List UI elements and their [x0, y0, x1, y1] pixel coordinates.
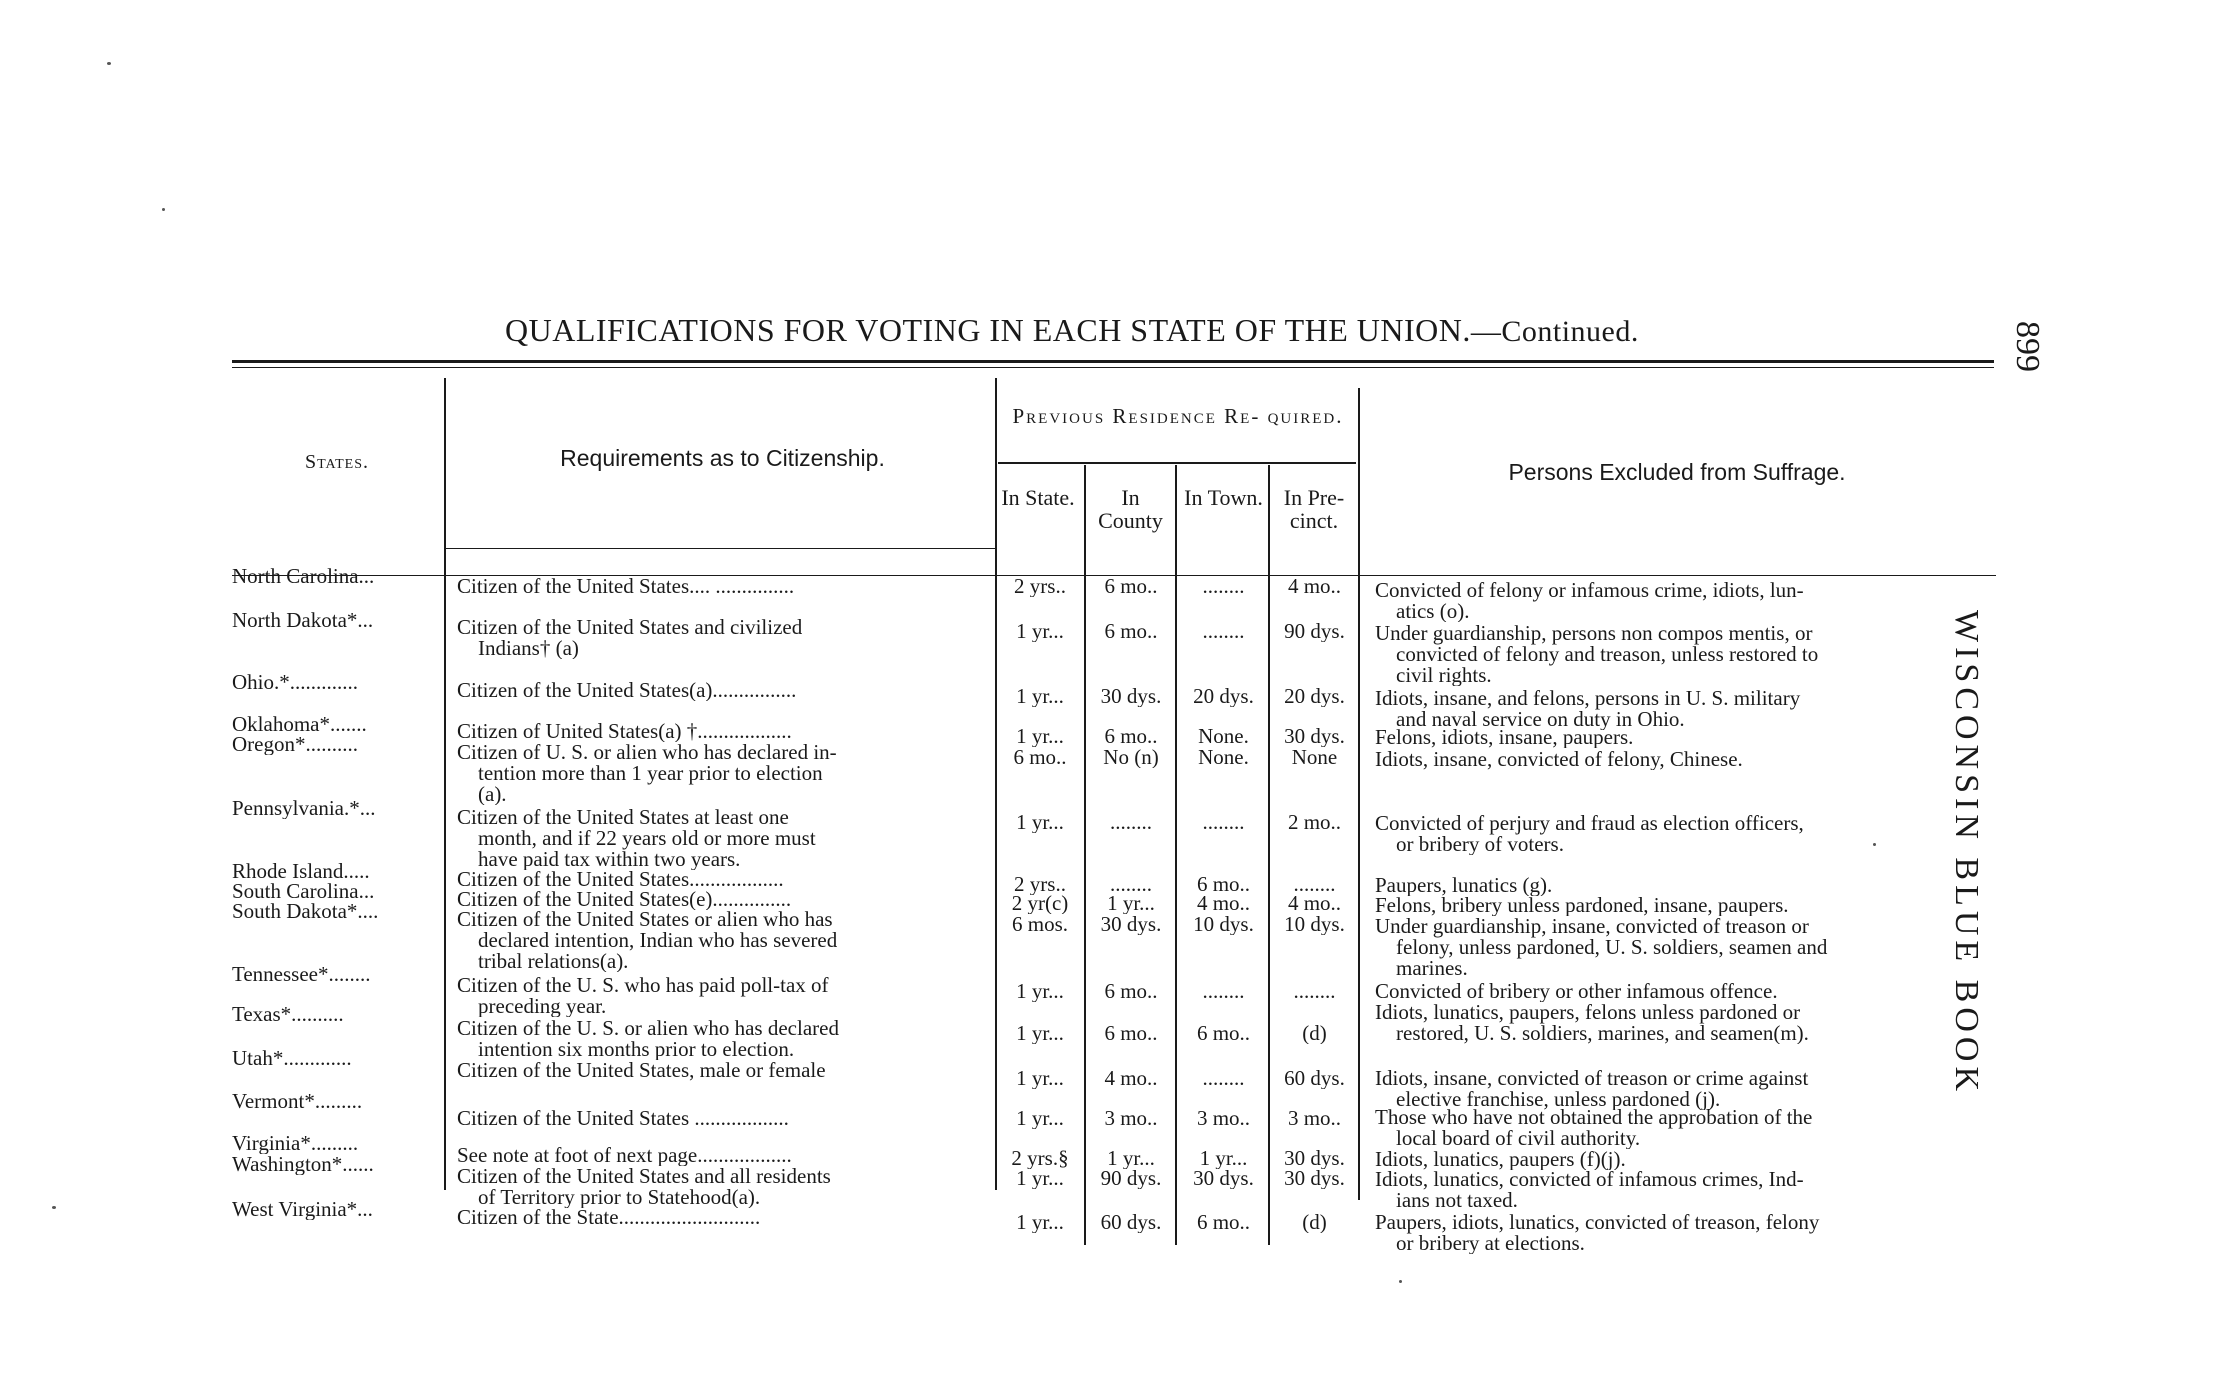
page-number: 899	[2009, 321, 2046, 372]
residence-in-state: 2 yrs.§	[1011, 1148, 1069, 1169]
header-residence-group: Previous Residence Re- quired.	[1012, 404, 1344, 428]
residence-in-precinct: 30 dys.	[1284, 1148, 1345, 1169]
state-name: Ohio.*.............	[232, 672, 358, 693]
col-divider	[1358, 388, 1360, 1200]
residence-in-precinct: 4 mo..	[1287, 576, 1342, 597]
residence-in-precinct: ........	[1293, 981, 1336, 1002]
residence-in-county: 90 dys.	[1100, 1168, 1162, 1189]
scan-speck	[1399, 1280, 1402, 1283]
persons-excluded: Idiots, insane, convicted of felony, Chinese.	[1375, 749, 1743, 770]
residence-in-town: None.	[1198, 747, 1249, 768]
residence-in-precinct: 30 dys.	[1284, 726, 1345, 747]
residence-in-state: 1 yr...	[1016, 686, 1064, 707]
residence-in-county: 6 mo..	[1104, 576, 1158, 597]
citizenship-requirement: Citizen of the United States and all residents of Territory prior to Statehood(a).	[457, 1166, 831, 1208]
residence-in-county: 4 mo..	[1104, 1068, 1158, 1089]
citizenship-requirement: Citizen of the United States(e)...............	[457, 889, 792, 910]
residence-in-county: 6 mo..	[1104, 621, 1158, 642]
residence-in-county: 6 mo..	[1104, 1023, 1158, 1044]
header-states: States.	[304, 451, 369, 473]
residence-in-town: 30 dys.	[1193, 1168, 1254, 1189]
state-name: South Carolina...	[232, 881, 375, 902]
residence-in-state: 1 yr...	[1016, 1023, 1064, 1044]
header-in-state: In State.	[1001, 485, 1075, 510]
citizenship-requirement: Citizen of the United States.... ...............	[457, 576, 795, 597]
residence-in-county: No (n)	[1103, 747, 1159, 768]
running-head: WISCONSIN BLUE BOOK	[1948, 610, 1985, 1096]
state-name: South Dakota*....	[232, 901, 379, 922]
citizenship-requirement: See note at foot of next page..................	[457, 1145, 792, 1166]
residence-in-town: 10 dys.	[1193, 914, 1254, 935]
header-in-county: In County	[1098, 485, 1163, 533]
state-name: Utah*.............	[232, 1048, 352, 1069]
header-in-town: In Town.	[1184, 485, 1263, 510]
residence-in-state: 1 yr...	[1016, 981, 1064, 1002]
residence-in-state: 1 yr...	[1016, 1168, 1064, 1189]
residence-in-precinct: 90 dys.	[1284, 621, 1345, 642]
header-bottom-rule	[446, 548, 995, 549]
persons-excluded: Idiots, lunatics, paupers, felons unless pardoned or restored, U. S. soldiers, marines, and seamen(m).	[1375, 1002, 1809, 1044]
col-divider	[995, 378, 997, 1190]
persons-excluded: Under guardianship, persons non compos mentis, or convicted of felony and treason, unless restored to civil rights.	[1375, 623, 1819, 686]
residence-in-precinct: 3 mo..	[1287, 1108, 1342, 1129]
citizenship-requirement: Citizen of the United States and civilized Indians† (a)	[457, 617, 803, 659]
residence-in-county: 6 mo..	[1104, 981, 1158, 1002]
residence-in-county: 1 yr...	[1107, 893, 1155, 914]
residence-in-state: 6 mo..	[1013, 747, 1067, 768]
title-rule-thick	[232, 360, 1994, 363]
persons-excluded: Convicted of perjury and fraud as election officers, or bribery of voters.	[1375, 813, 1804, 855]
state-name: Pennsylvania.*...	[232, 798, 376, 819]
residence-in-town: 4 mo..	[1196, 893, 1251, 914]
persons-excluded: Idiots, insane, convicted of treason or crime against elective franchise, unless pardoned (j).	[1375, 1068, 1809, 1110]
residence-in-precinct: (d)	[1302, 1023, 1327, 1044]
header-citizenship: Requirements as to Citizenship.	[560, 445, 885, 471]
residence-in-precinct: (d)	[1302, 1212, 1327, 1233]
residence-in-state: 6 mos.	[1011, 914, 1068, 935]
residence-in-precinct: 2 mo..	[1287, 812, 1342, 833]
state-name: Rhode Island.....	[232, 861, 370, 882]
page-title: QUALIFICATIONS FOR VOTING IN EACH STATE OF THE UNION.—Continued.	[505, 312, 1639, 348]
persons-excluded: Idiots, insane, and felons, persons in U. S. military and naval service on duty in Ohio.	[1375, 688, 1801, 730]
residence-in-county: 60 dys.	[1100, 1212, 1162, 1233]
residence-in-precinct: 4 mo..	[1287, 893, 1342, 914]
title-rule-thin	[232, 367, 1994, 368]
persons-excluded: Those who have not obtained the approbation of the local board of civil authority.	[1375, 1107, 1813, 1149]
residence-in-town: 6 mo..	[1196, 1023, 1251, 1044]
persons-excluded: Idiots, lunatics, paupers (f)(j).	[1375, 1149, 1626, 1170]
persons-excluded: Felons, bribery unless pardoned, insane, paupers.	[1375, 895, 1789, 916]
residence-in-state: 2 yr(c)	[1011, 893, 1069, 914]
state-name: Oklahoma*.......	[232, 714, 367, 735]
persons-excluded: Convicted of bribery or other infamous offence.	[1375, 981, 1778, 1002]
residence-in-town: None.	[1198, 726, 1249, 747]
residence-in-precinct: 30 dys.	[1284, 1168, 1345, 1189]
residence-in-town: ........	[1202, 981, 1245, 1002]
state-name: Washington*......	[232, 1154, 374, 1175]
citizenship-requirement: Citizen of the United States at least one month, and if 22 years old or more must have paid tax within two years.	[457, 807, 816, 870]
residence-in-state: 2 yrs..	[1014, 576, 1066, 597]
residence-in-state: 1 yr...	[1016, 726, 1064, 747]
state-name: North Dakota*...	[232, 610, 374, 631]
scan-speck	[52, 1206, 56, 1209]
citizenship-requirement: Citizen of United States(a) †..................	[457, 721, 792, 742]
residence-in-town: 6 mo..	[1196, 874, 1251, 895]
citizenship-requirement: Citizen of the United States or alien who has declared intention, Indian who has severed tribal relations(a).	[457, 909, 838, 972]
scan-speck	[162, 208, 165, 211]
residence-in-town: ........	[1202, 621, 1245, 642]
residence-in-town: 1 yr...	[1199, 1148, 1248, 1169]
residence-in-state: 1 yr...	[1016, 1212, 1064, 1233]
residence-in-precinct: None	[1291, 747, 1338, 768]
citizenship-requirement: Citizen of the U. S. or alien who has declared intention six months prior to election.	[457, 1018, 839, 1060]
state-name: Oregon*..........	[232, 734, 358, 755]
col-divider	[1084, 465, 1086, 1245]
citizenship-requirement: Citizen of the United States(a)................	[457, 680, 797, 701]
col-divider	[444, 378, 446, 1190]
state-name: Texas*..........	[232, 1004, 344, 1025]
residence-in-town: 20 dys.	[1193, 686, 1254, 707]
citizenship-requirement: Citizen of U. S. or alien who has declared in- tention more than 1 year prior to election (a).	[457, 742, 837, 805]
citizenship-requirement: Citizen of the United States..................	[457, 869, 784, 890]
persons-excluded: Felons, idiots, insane, paupers.	[1375, 727, 1634, 748]
col-divider	[1175, 465, 1177, 1245]
residence-in-county: 30 dys.	[1100, 686, 1162, 707]
citizenship-requirement: Citizen of the U. S. who has paid poll-tax of preceding year.	[457, 975, 829, 1017]
residence-in-town: ........	[1202, 812, 1245, 833]
group-header-rule	[998, 462, 1356, 464]
residence-in-county: 6 mo..	[1104, 726, 1158, 747]
persons-excluded: Idiots, lunatics, convicted of infamous crimes, Ind- ians not taxed.	[1375, 1169, 1804, 1211]
residence-in-town: 3 mo..	[1196, 1108, 1251, 1129]
residence-in-state: 1 yr...	[1016, 1068, 1064, 1089]
header-in-precinct: In Pre- cinct.	[1283, 485, 1345, 533]
residence-in-county: ........	[1110, 812, 1152, 833]
residence-in-precinct: 10 dys.	[1284, 914, 1345, 935]
header-excluded: Persons Excluded from Suffrage.	[1508, 459, 1846, 485]
citizenship-requirement: Citizen of the State...........................	[457, 1207, 761, 1228]
persons-excluded: Under guardianship, insane, convicted of treason or felony, unless pardoned, U. S. soldiers, seamen and marines.	[1375, 916, 1828, 979]
persons-excluded: Convicted of felony or infamous crime, idiots, lun- atics (o).	[1375, 580, 1804, 622]
residence-in-county: ........	[1110, 874, 1152, 895]
residence-in-county: 30 dys.	[1100, 914, 1162, 935]
residence-in-town: ........	[1202, 1068, 1245, 1089]
residence-in-town: 6 mo..	[1196, 1212, 1251, 1233]
residence-in-precinct: 20 dys.	[1284, 686, 1345, 707]
residence-in-town: ........	[1202, 576, 1245, 597]
residence-in-state: 2 yrs..	[1014, 874, 1066, 895]
state-name: Vermont*.........	[232, 1091, 363, 1112]
state-name: North Carolina...	[232, 566, 375, 587]
residence-in-precinct: ........	[1293, 874, 1336, 895]
state-name: Tennessee*........	[232, 964, 371, 985]
residence-in-precinct: 60 dys.	[1284, 1068, 1345, 1089]
state-name: West Virginia*...	[232, 1199, 373, 1220]
persons-excluded: Paupers, lunatics (g).	[1375, 875, 1553, 896]
persons-excluded: Paupers, idiots, lunatics, convicted of treason, felony or bribery at elections.	[1375, 1212, 1820, 1254]
citizenship-requirement: Citizen of the United States ..................	[457, 1108, 789, 1129]
residence-in-county: 3 mo..	[1104, 1108, 1158, 1129]
residence-in-state: 1 yr...	[1016, 1108, 1064, 1129]
residence-in-state: 1 yr...	[1016, 812, 1064, 833]
residence-in-state: 1 yr...	[1016, 621, 1064, 642]
citizenship-requirement: Citizen of the United States, male or female	[457, 1060, 826, 1081]
state-name: Virginia*.........	[232, 1133, 359, 1154]
scan-speck	[107, 62, 111, 65]
residence-in-county: 1 yr...	[1107, 1148, 1155, 1169]
